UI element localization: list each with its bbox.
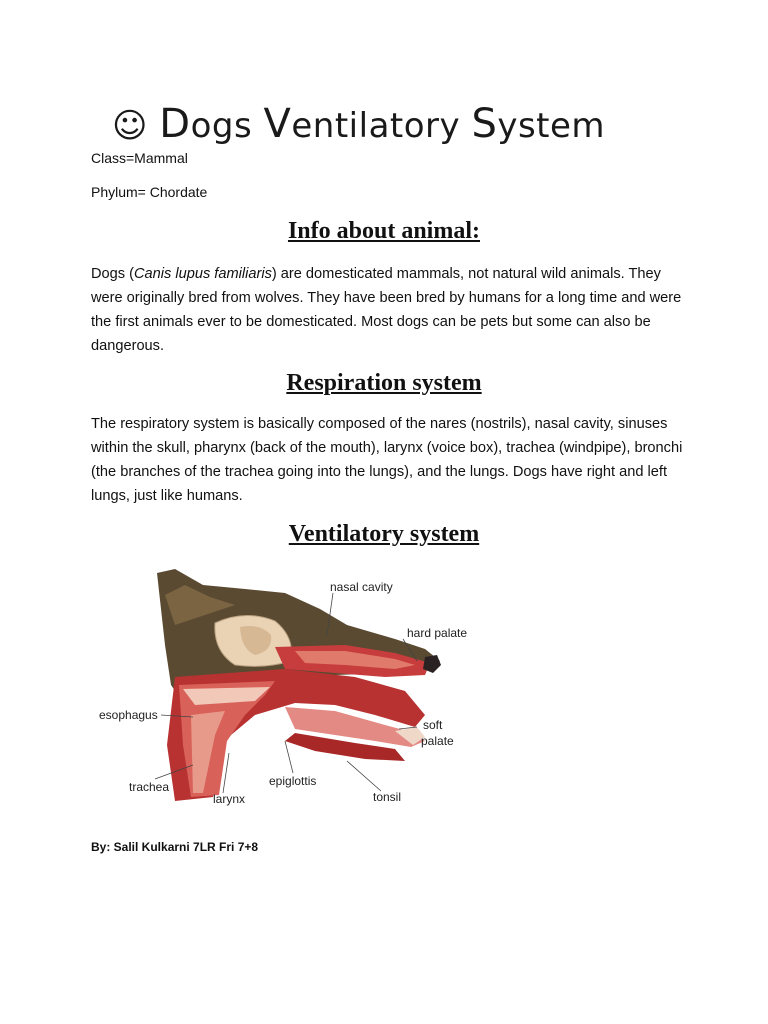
page-title: ☺ Dogs Ventilatory System xyxy=(112,101,606,147)
respiration-paragraph: The respiratory system is basically composed of the nares (nostrils), nasal cavity, sinuses within the skull, pharynx (back of the mouth), larynx (voice box), trachea (windpipe), bronchi (the branches of the trachea going into the lungs), and the lungs. Dogs have right and left lungs, just like humans. xyxy=(91,416,683,504)
byline: By: Salil Kulkarni 7LR Fri 7+8 xyxy=(91,840,259,854)
info-heading: Info about animal: xyxy=(287,218,481,244)
respiration-heading: Respiration system xyxy=(286,370,482,396)
label-nasal-cavity: nasal cavity xyxy=(330,580,393,594)
phylum-line: Phylum= Chordate xyxy=(91,184,208,200)
dog-head-illustration xyxy=(95,565,515,815)
dog-head-diagram xyxy=(95,565,515,815)
class-line: Class=Mammal xyxy=(91,150,188,166)
label-tonsil: tonsil xyxy=(373,790,402,804)
label-hard-palate: hard palate xyxy=(407,626,468,640)
label-epiglottis: epiglottis xyxy=(269,774,317,788)
smiley-icon: ☺ xyxy=(112,106,148,146)
ventilatory-heading: Ventilatory system xyxy=(288,521,480,547)
label-esophagus: esophagus xyxy=(99,708,158,722)
label-larynx: larynx xyxy=(213,792,246,806)
info-paragraph: Dogs (Canis lupus familiaris) are domesticated mammals, not natural wild animals. They were originally bred from wolves. They have been bred by humans for a long time and were the first animals ever to be domesticated. Most dogs can be pets but some can also be dangerous. xyxy=(91,266,682,354)
label-trachea: trachea xyxy=(129,780,170,794)
label-soft: soft xyxy=(423,718,443,732)
label-palate: palate xyxy=(421,734,454,748)
